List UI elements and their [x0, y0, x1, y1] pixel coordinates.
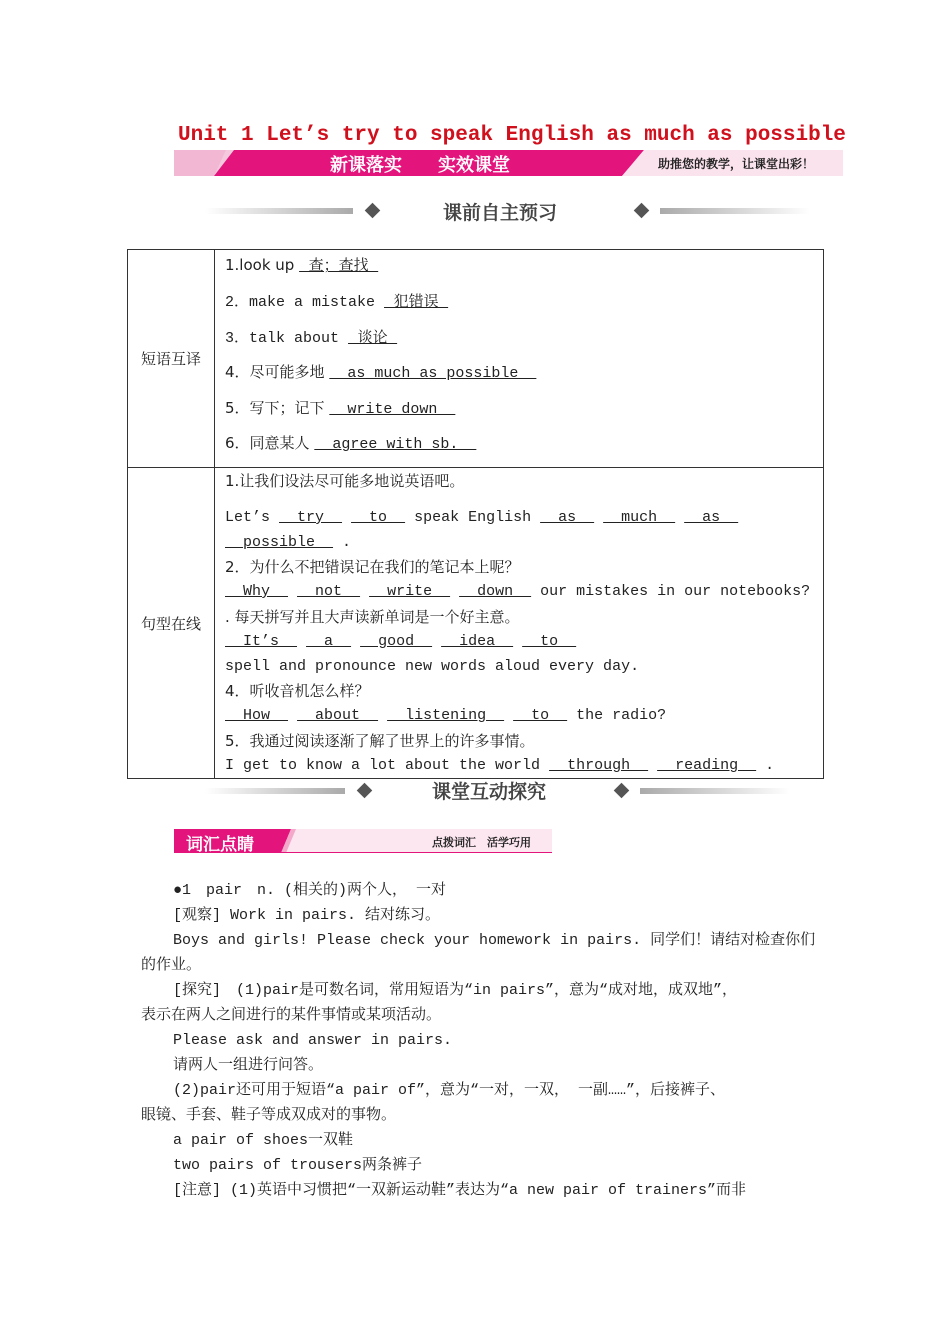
- body-line: Please ask and answer in pairs.: [173, 1032, 453, 1049]
- banner-right-text: 助推您的教学，让课堂出彩！: [658, 157, 815, 171]
- diamond-icon: [614, 783, 630, 799]
- diamond-icon: [357, 783, 373, 799]
- preview-table: [127, 249, 824, 779]
- sentence-answer: possible .: [225, 534, 352, 551]
- phrases-cell: [215, 250, 824, 468]
- vocab-banner: [174, 829, 552, 853]
- sentence-prompt: 5．我通过阅读逐渐了解了世界上的许多事情。: [225, 732, 535, 750]
- body-line: [观察] Work in pairs. 结对练习。: [173, 907, 441, 924]
- phrase-item: 2．make a mistake 犯错误: [225, 292, 449, 311]
- lesson-banner: [174, 150, 843, 176]
- sentence-prompt: 1.让我们设法尽可能多地说英语吧。: [225, 472, 465, 490]
- sentence-prompt: . 每天拼写并且大声读新单词是一个好主意。: [225, 608, 520, 626]
- vocab-banner-left: 词汇点睛: [186, 835, 254, 855]
- sentence-answer: spell and pronounce new words aloud every day.: [225, 658, 640, 675]
- body-line: two pairs of trousers两条裤子: [173, 1157, 423, 1174]
- banner-left-text: 新课落实 实效课堂: [330, 155, 510, 176]
- vocab-banner-right: 点拨词汇 活学巧用: [432, 836, 531, 849]
- row-label-phrases: 短语互译: [128, 250, 215, 468]
- body-line: 的作业。: [141, 957, 202, 974]
- phrase-item: 4．尽可能多地 as much as possible: [225, 363, 537, 382]
- phrase-item: 6．同意某人 agree with sb.: [225, 434, 477, 453]
- body-line: (2)pair还可用于短语“a pair of”，意为“一对，一双， 一副……”，后接裤子、: [173, 1082, 726, 1099]
- phrase-item: 5．写下；记下 write down: [225, 399, 456, 418]
- body-line: 请两人一组进行问答。: [173, 1057, 324, 1074]
- diamond-icon: [365, 203, 381, 219]
- vocab-entry-heading: ●1 pair n. (相关的)两个人， 一对: [173, 882, 447, 899]
- body-line: a pair of shoes一双鞋: [173, 1132, 354, 1149]
- body-line: [探究] (1)pair是可数名词，常用短语为“in pairs”，意为“成对地，成双地”，: [173, 982, 738, 999]
- section-heading-interactive: 课堂互动探究: [432, 781, 547, 803]
- unit-title: Unit 1 Let’s try to speak English as much as possible: [178, 124, 846, 147]
- sentence-prompt: 2．为什么不把错误记在我们的笔记本上呢？: [225, 558, 520, 576]
- sentence-answer: I get to know a lot about the world through reading .: [225, 757, 775, 774]
- section-heading-preview: 课前自主预习: [443, 202, 558, 224]
- body-line: Boys and girls! Please check your homework in pairs. 同学们！请结对检查你们: [173, 932, 816, 949]
- sentences-cell: [215, 468, 824, 779]
- sentence-answer: Why not write down our mistakes in our notebooks?: [225, 583, 811, 600]
- phrase-item: 1.look up 查；查找: [225, 256, 379, 274]
- body-line: 表示在两人之间进行的某件事情或某项活动。: [141, 1007, 442, 1024]
- phrase-item: 3．talk about 谈论: [225, 328, 398, 347]
- body-line: [注意] (1)英语中习惯把“一双新运动鞋”表达为“a new pair of trainers”而非: [173, 1182, 747, 1199]
- row-label-sentences: 句型在线: [128, 468, 215, 779]
- diamond-icon: [634, 203, 650, 219]
- sentence-answer: Let’s try to speak English as much as: [225, 509, 739, 526]
- sentence-answer: How about listening to the radio?: [225, 707, 667, 724]
- sentence-answer: It’s a good idea to: [225, 633, 577, 650]
- sentence-prompt: 4．听收音机怎么样？: [225, 682, 370, 700]
- body-line: 眼镜、手套、鞋子等成双成对的事物。: [141, 1107, 397, 1124]
